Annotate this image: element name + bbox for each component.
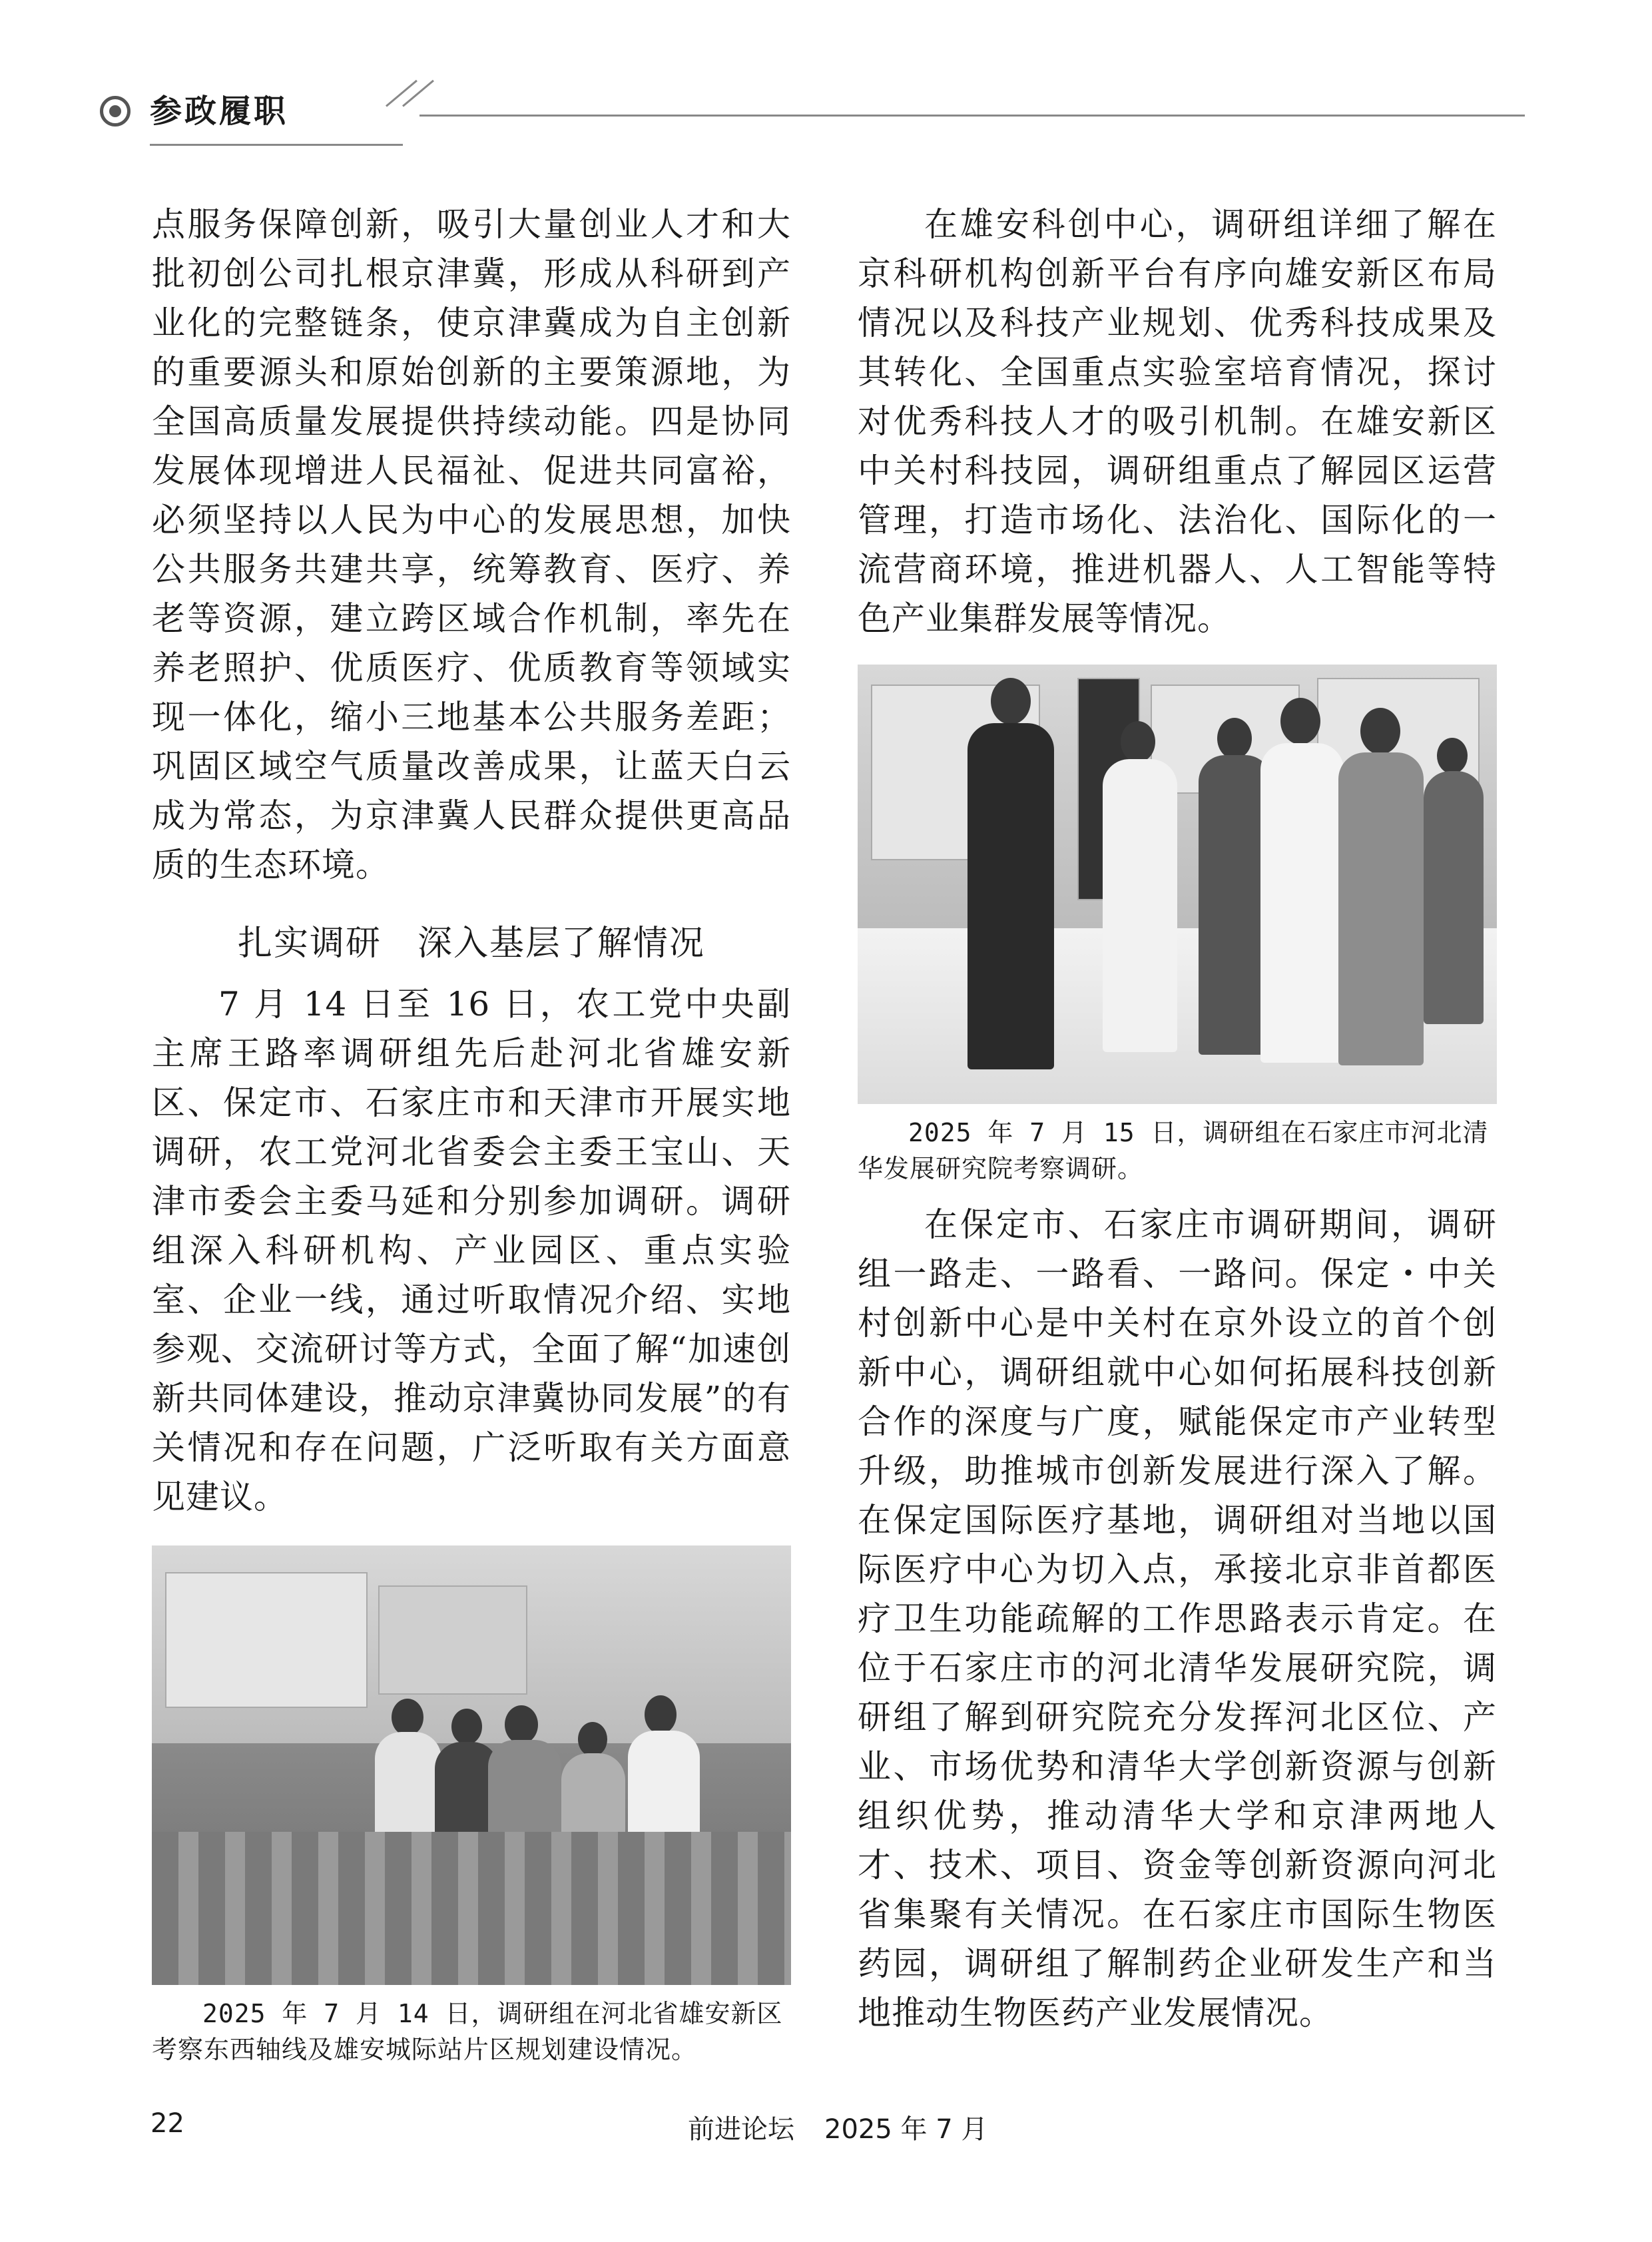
body-paragraph: 在保定市、石家庄市调研期间，调研组一路走、一路看、一路问。保定・中关村创新中心是中关村在京外设立的首个创新中心，调研组就中心如何拓展科技创新合作的深度与广度，赋能保定市产业转型升级，助推城市创新发展进行深入了解。在保定国际医疗基地，调研组对当地以国际医疗中心为切入点，承接北京非首都医疗卫生功能疏解的工作思路表示肯定。在位于石家庄市的河北清华发展研究院，调研组了解到研究院充分发挥河北区位、产业、市场优势和清华大学创新资源与创新组织优势，推动清华大学和京津两地人才、技术、项目、资金等创新资源向河北省集聚有关情况。在石家庄市国际生物医药园，调研组了解制药企业研发生产和当地推动生物医药产业发展情况。 (858, 1205, 1497, 2032)
page-header (100, 87, 1525, 146)
body-paragraph: 7 月 14 日至 16 日，农工党中央副主席王路率调研组先后赴河北省雄安新区、保定市、石家庄市和天津市开展实地调研，农工党河北省委会主委王宝山、天津市委会主委马延和分别参加调研。调研组深入科研机构、产业园区、重点实验室、企业一线，通过听取情况介绍、实地参观、交流研讨等方式，全面了解“加速创新共同体建设，推动京津冀协同发展”的有关情况和存在问题，广泛听取有关方面意见建议。 (152, 985, 791, 1516)
target-circle-icon (100, 96, 131, 127)
header-rule (419, 115, 1525, 117)
photo-caption: 2025 年 7 月 14 日，调研组在河北省雄安新区考察东西轴线及雄安城际站片区规划建设情况。 (152, 1999, 783, 2064)
header-slash (402, 80, 434, 107)
body-paragraph: 在雄安科创中心，调研组详细了解在京科研机构创新平台有序向雄安新区布局情况以及科技产业规划、优秀科技成果及其转化、全国重点实验室培育情况，探讨对优秀科技人才的吸引机制。在雄安新区中关村科技园，调研组重点了解园区运营管理，打造市场化、法治化、国际化的一流营商环境，推进机器人、人工智能等特色产业集群发展等情况。 (858, 205, 1497, 638)
right-column (858, 200, 1497, 2038)
publication-name: 前进论坛 (688, 2114, 794, 2145)
section-title: 参政履职 (150, 93, 289, 130)
photo-xiongan-model (152, 1545, 791, 1985)
page-number: 22 (150, 2108, 184, 2139)
section-heading: 扎实调研 深入基层了解情况 (237, 924, 705, 964)
photo-tsinghua-institute (858, 665, 1497, 1104)
left-column (152, 200, 791, 2068)
header-slash (386, 80, 417, 107)
photo-caption: 2025 年 7 月 15 日，调研组在石家庄市河北清华发展研究院考察调研。 (858, 1118, 1489, 1183)
header-underline (150, 144, 403, 146)
body-paragraph: 点服务保障创新，吸引大量创业人才和大批初创公司扎根京津冀，形成从科研到产业化的完整链条，使京津冀成为自主创新的重要源头和原始创新的主要策源地，为全国高质量发展提供持续动能。四是协同发展体现增进人民福祉、促进共同富裕，必须坚持以人民为中心的发展思想，加快公共服务共建共享，统筹教育、医疗、养老等资源，建立跨区域合作机制，率先在养老照护、优质医疗、优质教育等领域实现一体化，缩小三地基本公共服务差距；巩固区域空气质量改善成果，让蓝天白云成为常态，为京津冀人民群众提供更高品质的生态环境。 (152, 205, 791, 884)
issue-date: 2025 年 7 月 (824, 2114, 988, 2145)
